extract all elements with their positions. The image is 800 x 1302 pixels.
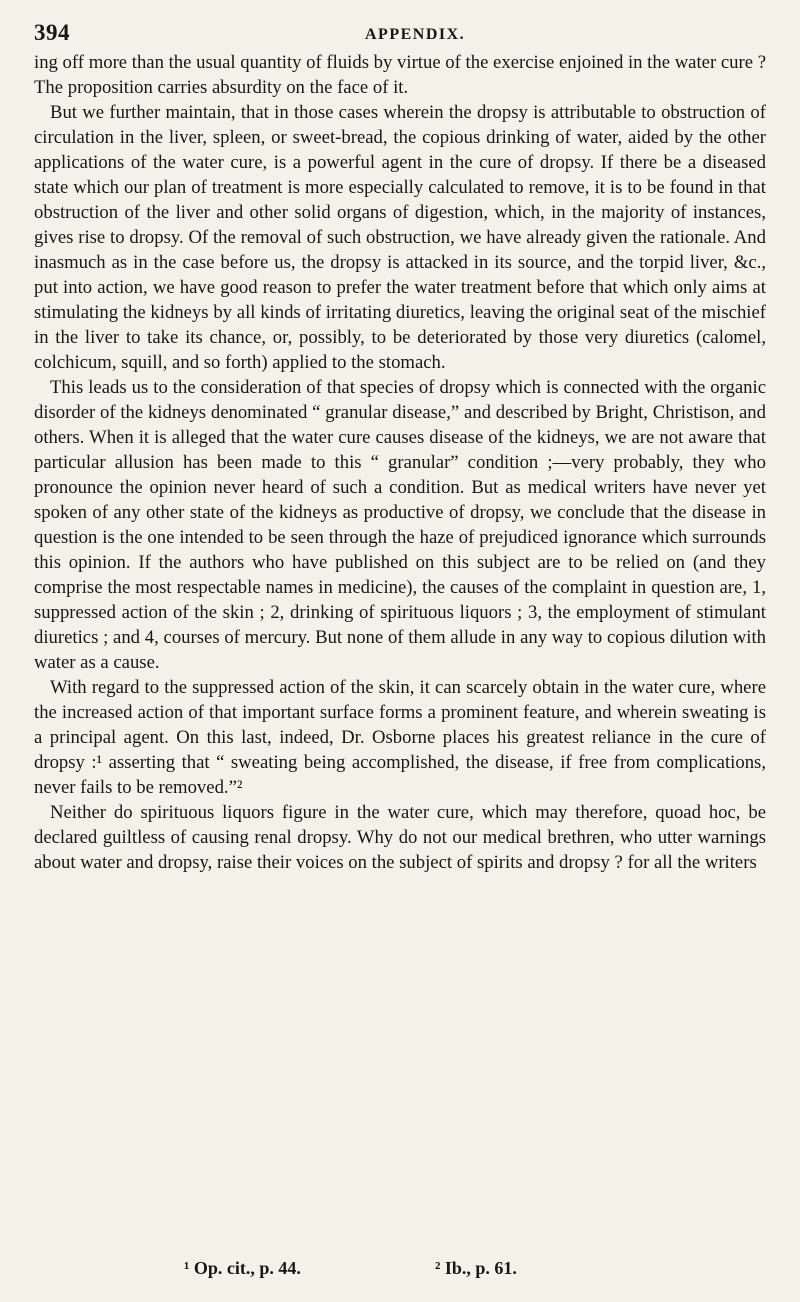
paragraph-continuation: ing off more than the usual quantity of fluids by virtue of the exercise enjoined in the water cure ? The proposition carries absurdity on the face of it. (34, 52, 766, 98)
footnote-2: ² Ib., p. 61. (435, 1258, 517, 1278)
paragraph-spirituous-liquors: Neither do spirituous liquors figure in the water cure, which may therefore, quoad hoc, be declared guiltless of causing renal dropsy. Why do not our medical brethren, who utter warnings about water and dropsy, raise their voices on the subject of spirits and dropsy ? for all the writers (34, 802, 766, 873)
running-title: APPENDIX. (365, 26, 466, 43)
page-number: 394 (34, 20, 70, 45)
footnote-1: ¹ Op. cit., p. 44. (184, 1258, 301, 1278)
body-text (34, 50, 766, 875)
paragraph-suppressed-skin-action: With regard to the suppressed action of the skin, it can scarcely obtain in the water cure, where the increased action of that important surface forms a prominent feature, and wherein sweating is a principal agent. On this last, indeed, Dr. Osborne places his greatest reliance in the cure of dropsy :¹ asserting that “ sweating being accomplished, the disease, if free from complications, never fails to be removed.”² (34, 677, 766, 798)
page-header (34, 12, 766, 48)
paragraph-granular-disease: This leads us to the consideration of that species of dropsy which is connected with the organic disorder of the kidneys denominated “ granular disease,” and described by Bright, Christison, and others. When it is alleged that the water cure causes disease of the kidneys, we are not aware that particular allusion has been made to this “ granular” condition ;—very probably, they who pronounce the opinion never heard of such a condition. But as medical writers have never yet spoken of any other state of the kidneys as productive of dropsy, we conclude that the disease in question is the one intended to be seen through the haze of prejudiced ignorance which surrounds this opinion. If the authors who have published on this subject are to be relied on (and they comprise the most respectable names in medicine), the causes of the complaint in question are, 1, suppressed action of the skin ; 2, drinking of spirituous liquors ; 3, the employment of stimulant diuretics ; and 4, courses of mercury. But none of them allude in any way to copious dilution with water as a cause. (34, 377, 766, 673)
paragraph-liver-obstruction: But we further maintain, that in those cases wherein the dropsy is attributable to obstruction of circulation in the liver, spleen, or sweet-bread, the copious drinking of water, aided by the other applications of the water cure, is a powerful agent in the cure of dropsy. If there be a diseased state which our plan of treatment is more especially calculated to remove, it is to be found in that obstruction of the liver and other solid organs of digestion, which, in the majority of instances, gives rise to dropsy. Of the removal of such obstruction, we have already given the rationale. And inasmuch as in the case before us, the dropsy is attacked in its source, and the torpid liver, &c., put into action, we have good reason to prefer the water treatment before that which only aims at stimulating the kidneys by all kinds of irritating diuretics, leaving the original seat of the mischief in the liver to take its chance, or, possibly, to be deteriorated by those very diuretics (calomel, colchicum, squill, and so forth) applied to the stomach. (34, 102, 766, 373)
